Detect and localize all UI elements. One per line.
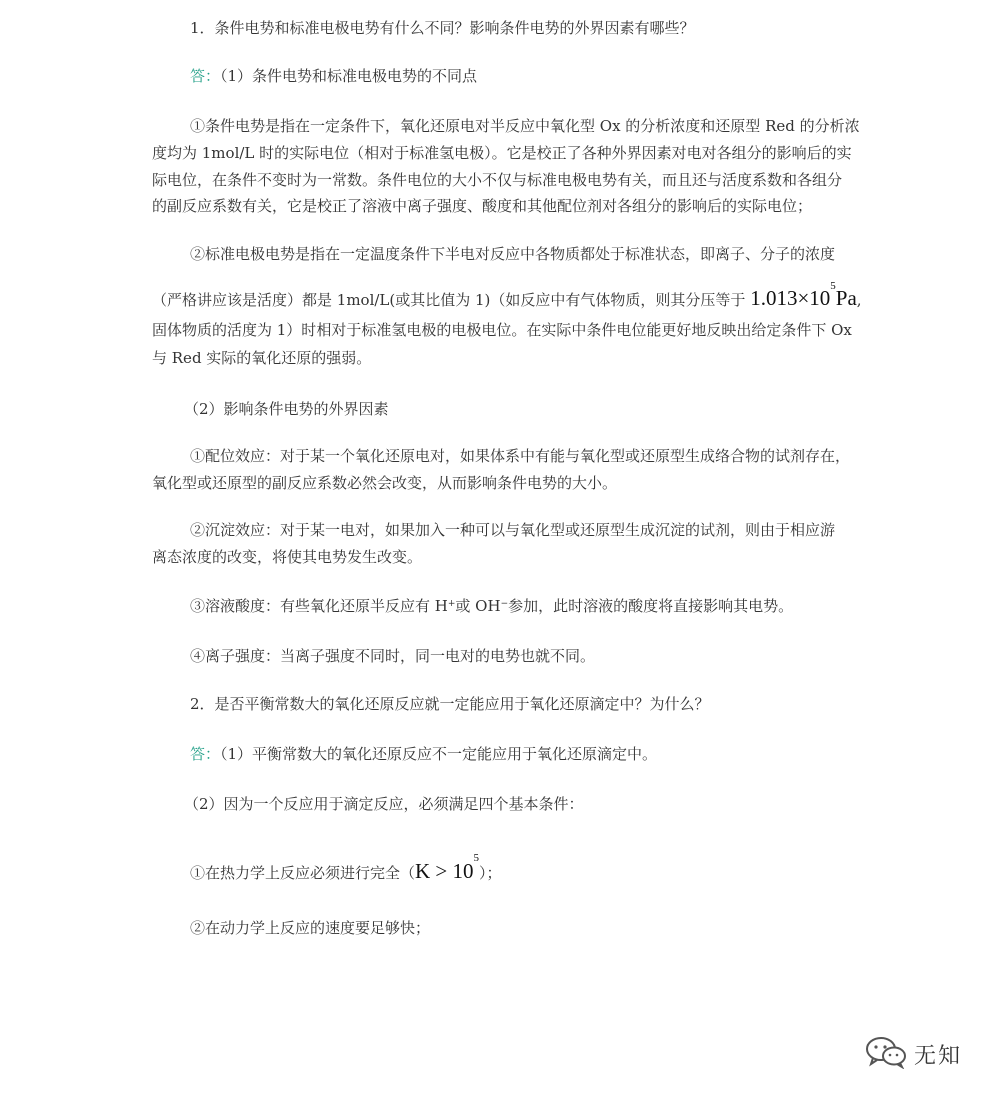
p1-line-2: 度均为 1mol/L 时的实际电位（相对于标准氢电极）。它是校正了各种外界因素对电对各组分的影响后的实 [152,144,852,162]
factor-2-line-1: ②沉淀效应：对于某一电对，如果加入一种可以与氧化型或还原型生成沉淀的试剂，则由于相应游 [190,521,836,539]
factor-3: ③溶液酸度：有些氧化还原半反应有 H+或 OH−参加，此时溶液的酸度将直接影响其电势。 [190,597,794,615]
watermark [864,1034,962,1074]
p2-line-1: ②标准电极电势是指在一定温度条件下半电对反应中各物质都处于标准状态，即离子、分子的浓度 [190,245,836,263]
question-2: 2．是否平衡常数大的氧化还原反应就一定能应用于氧化还原滴定中？为什么？ [190,695,710,713]
condition-1: ①在热力学上反应必须进行完全$(K > 10^5)$； [190,852,502,883]
factor-1-line-1: ①配位效应：对于某一个氧化还原电对，如果体系中有能与氧化型或还原型生成络合物的试剂存在， [190,447,851,465]
wechat-icon [864,1035,908,1073]
answer-1-heading: 答：（1）条件电势和标准电极电势的不同点 [190,67,478,85]
answer-label: 答： [190,67,221,85]
p2-line-4: 与 Red 实际的氧化还原的强弱。 [152,349,372,367]
watermark-text: 无知 [913,1043,962,1069]
heading-2: （2）影响条件电势的外界因素 [184,400,389,418]
p1-line-4: 的副反应系数有关，它是校正了溶液中离子强度、酸度和其他配位剂对各组分的影响后的实际电位； [152,197,813,215]
p2-line-2: （严格讲应该是活度）都是 1mol/L(或其比值为 1)（如反应中有气体物质，则其分压等于 $1.013\times 10^5Pa$, [152,280,862,310]
p1-line-3: 际电位，在条件不变时为一常数。条件电位的大小不仅与标准电极电势有关，而且还与活度系数和各组分 [152,171,843,189]
question-1: 1．条件电势和标准电极电势有什么不同？影响条件电势的外界因素有哪些？ [190,19,695,37]
pressure-formula: $1.013\times 10^5Pa$ [750,280,857,310]
p2-line-3: 固体物质的活度为 1）时相对于标准氢电极的电极电位。在实际中条件电位能更好地反映出给定条件下 Ox [152,321,852,339]
factor-4: ④离子强度：当离子强度不同时，同一电对的电势也就不同。 [190,647,596,665]
answer-2-line-1: 答：（1）平衡常数大的氧化还原反应不一定能应用于氧化还原滴定中。 [190,745,658,763]
p1-line-1: ①条件电势是指在一定条件下，氧化还原电对半反应中氧化型 Ox 的分析浓度和还原型 Red 的分析浓 [190,117,860,135]
factor-2-line-2: 离态浓度的改变，将使其电势发生改变。 [152,548,423,566]
answer-2-line-2: （2）因为一个反应用于滴定反应，必须满足四个基本条件： [184,795,584,813]
equilibrium-formula: $K > 10^5$ [415,852,480,883]
factor-1-line-2: 氧化型或还原型的副反应系数必然会改变，从而影响条件电势的大小。 [152,474,618,492]
condition-2: ②在动力学上反应的速度要足够快； [190,919,431,937]
answer-label: 答： [190,745,221,763]
